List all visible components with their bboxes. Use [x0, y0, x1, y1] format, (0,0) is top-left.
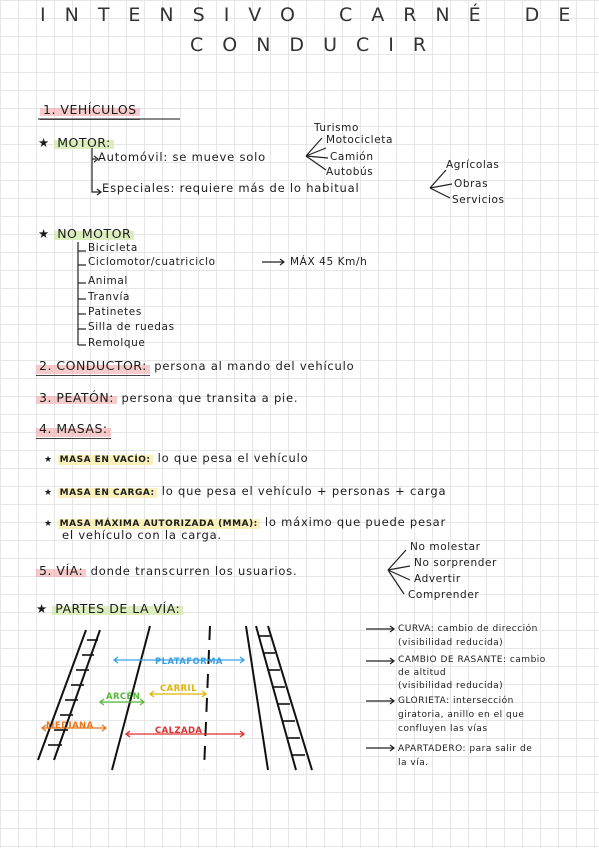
calzada-arrow: [126, 731, 244, 737]
motor-type-1: Motocicleta: [326, 134, 394, 146]
carril-label: CARRIL: [160, 684, 197, 694]
star-icon: ★: [38, 226, 50, 241]
glorieta-line-0: GLORIETA: intersección: [398, 696, 514, 706]
rasante-line-2: (visibilidad reducida): [398, 681, 504, 691]
peaton-text: persona que transita a pie.: [121, 391, 299, 405]
via-item: Advertir: [414, 573, 461, 585]
no-motor-item: Ciclomotor/cuatriciclo: [88, 256, 216, 268]
curva-line-0: CURVA: cambio de dirección: [398, 624, 538, 634]
carril-arrow: [150, 691, 206, 697]
masas-heading-text: 4. MASAS:: [36, 421, 111, 439]
mma-text-2: el vehículo con la carga.: [62, 528, 222, 542]
plataforma-label: PLATAFORMA: [155, 657, 223, 667]
rasante-line-0: CAMBIO DE RASANTE: cambio: [398, 655, 546, 665]
no-motor-label-text: NO MOTOR: [54, 226, 134, 241]
rasante-line-1: de altitud: [398, 668, 447, 678]
max-speed-text: MÁX 45 Km/h: [290, 256, 368, 268]
section-vehiculos-heading: 1. VEHÍCULOS: [40, 102, 140, 120]
especiales-type-2: Servicios: [452, 194, 505, 206]
fan-line: [430, 188, 450, 198]
via-label: 5. VÍA:: [36, 563, 86, 578]
apartadero-line-1: la vía.: [398, 758, 429, 768]
especiales-text: Especiales: requiere más de lo habitual: [102, 181, 360, 195]
no-motor-item: Patinetes: [88, 306, 142, 318]
arcen-label: ARCÉN: [106, 692, 141, 702]
motor-type-2: Camión: [330, 151, 374, 163]
glorieta-line-2: confluyen las vías: [398, 724, 488, 734]
no-motor-item: Tranvía: [88, 291, 131, 303]
arrow: [366, 658, 394, 664]
page-title: INTENSIVO CARNÉ DE: [40, 4, 590, 26]
glorieta-line-1: giratoria, anillo en el que: [398, 710, 525, 720]
calzada-label: CALZADA: [155, 726, 203, 736]
plataforma-arrow: [114, 657, 244, 663]
especiales-type-1: Obras: [454, 178, 489, 190]
via-text: donde transcurren los usuarios.: [90, 564, 298, 578]
conductor-label: 2. CONDUCTOR:: [36, 358, 150, 376]
motor-bracket-line: [92, 148, 100, 192]
arcen-arrow: [100, 699, 144, 705]
star-icon: ★: [44, 455, 53, 465]
masa-vacio-label: MASA EN VACÍO:: [59, 455, 151, 465]
no-motor-item: Bicicleta: [88, 242, 138, 254]
mediana-label: MEDIANA: [46, 721, 94, 731]
star-icon: ★: [38, 135, 50, 150]
no-motor-item: Silla de ruedas: [88, 321, 175, 333]
arrow: [366, 626, 394, 632]
no-motor-item: Remolque: [88, 337, 146, 349]
no-motor-item: Animal: [88, 275, 128, 287]
curva-line-1: (visibilidad reducida): [398, 638, 504, 648]
via-item: No sorprender: [414, 557, 497, 569]
via-item: No molestar: [410, 541, 481, 553]
star-icon: ★: [44, 488, 53, 498]
star-icon: ★: [44, 519, 53, 529]
page-subtitle: CONDUCIR: [190, 34, 446, 56]
arrow-max: [262, 259, 284, 265]
arrow: [366, 745, 394, 751]
apartadero-line-0: APARTADERO: para salir de: [398, 744, 533, 754]
masa-carga-label: MASA EN CARGA:: [59, 488, 155, 498]
road-diagram: [38, 626, 312, 770]
motor-label-text: MOTOR:: [54, 135, 114, 150]
arrow: [366, 698, 394, 704]
peaton-label: 3. PEATÓN:: [36, 390, 117, 405]
mma-text-1: lo máximo que puede pesar: [264, 515, 447, 529]
masa-vacio-text: lo que pesa el vehículo: [157, 451, 309, 465]
mma-label: MASA MÁXIMA AUTORIZADA (MMA):: [59, 519, 258, 529]
motor-type-0: Turismo: [314, 122, 360, 134]
via-item: Comprender: [408, 589, 480, 601]
masa-carga-text: lo que pesa el vehículo + personas + carga: [161, 484, 447, 498]
conductor-text: persona al mando del vehículo: [154, 359, 355, 373]
automovil-text: Automóvil: se mueve solo: [98, 150, 266, 164]
star-icon: ★: [36, 601, 48, 616]
motor-type-3: Autobús: [326, 166, 374, 178]
partes-heading-text: PARTES DE LA VÍA:: [52, 601, 183, 616]
especiales-type-0: Agrícolas: [446, 159, 500, 171]
